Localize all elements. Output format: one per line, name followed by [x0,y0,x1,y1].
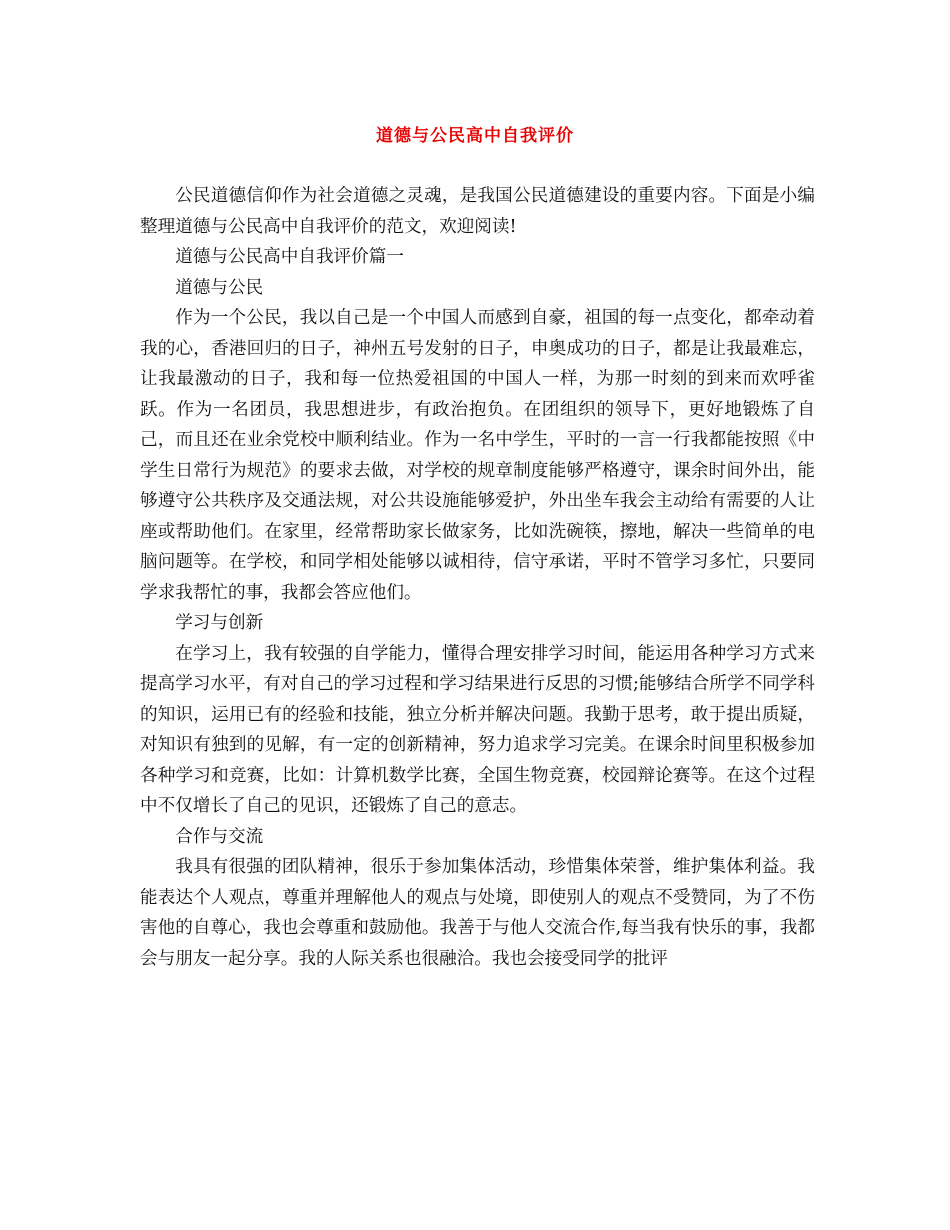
section-paragraph-morality: 作为一个公民，我以自己是一个中国人而感到自豪，祖国的每一点变化，都牵动着我的心，香港回归的日子，神州五号发射的日子，申奥成功的日子，都是让我最难忘，让我最激动的日子，我和每一位热爱祖国的中国人一样，为那一时刻的到来而欢呼雀跃。作为一名团员，我思想进步，有政治抱负。在团组织的领导下，更好地锻炼了自己，而且还在业余党校中顺利结业。作为一名中学生，平时的一言一行我都能按照《中学生日常行为规范》的要求去做，对学校的规章制度能够严格遵守，课余时间外出，能够遵守公共秩序及交通法规，对公共设施能够爱护，外出坐车我会主动给有需要的人让座或帮助他们。在家里，经常帮助家长做家务，比如洗碗筷，擦地，解决一些简单的电脑问题等。在学校，和同学相处能够以诚相待，信守承诺，平时不管学习多忙，只要同学求我帮忙的事，我都会答应他们。 [140,308,815,603]
section-heading-morality: 道德与公民 [175,277,264,298]
section-heading-cooperation: 合作与交流 [175,826,264,847]
section-paragraph-study: 在学习上，我有较强的自学能力，懂得合理安排学习时间，能运用各种学习方式来提高学习水平，有对自己的学习过程和学习结果进行反思的习惯;能够结合所学不同学科的知识，运用已有的经验和技能，独立分析并解决问题。我勤于思考，敢于提出质疑，对知识有独到的见解，有一定的创新精神，努力追求学习完美。在课余时间里积极参加各种学习和竞赛，比如：计算机数学比赛，全国生物竞赛，校园辩论赛等。在这个过程中不仅增长了自己的见识，还锻炼了自己的意志。 [140,643,815,816]
document-body [140,181,815,974]
section-paragraph-cooperation: 我具有很强的团队精神，很乐于参加集体活动，珍惜集体荣誉，维护集体利益。我能表达个人观点，尊重并理解他人的观点与处境，即使别人的观点不受赞同，为了不伤害他的自尊心，我也会尊重和鼓励他。我善于与他人交流合作,每当我有快乐的事，我都会与朋友一起分享。我的人际关系也很融洽。我也会接受同学的批评 [140,857,815,969]
document-title: 道德与公民高中自我评价 [376,126,574,146]
section-heading-study: 学习与创新 [175,613,264,633]
intro-paragraph: 公民道德信仰作为社会道德之灵魂，是我国公民道德建设的重要内容。下面是小编整理道德与公民高中自我评价的范文，欢迎阅读! [140,186,815,237]
section-title: 道德与公民高中自我评价篇一 [175,247,404,267]
